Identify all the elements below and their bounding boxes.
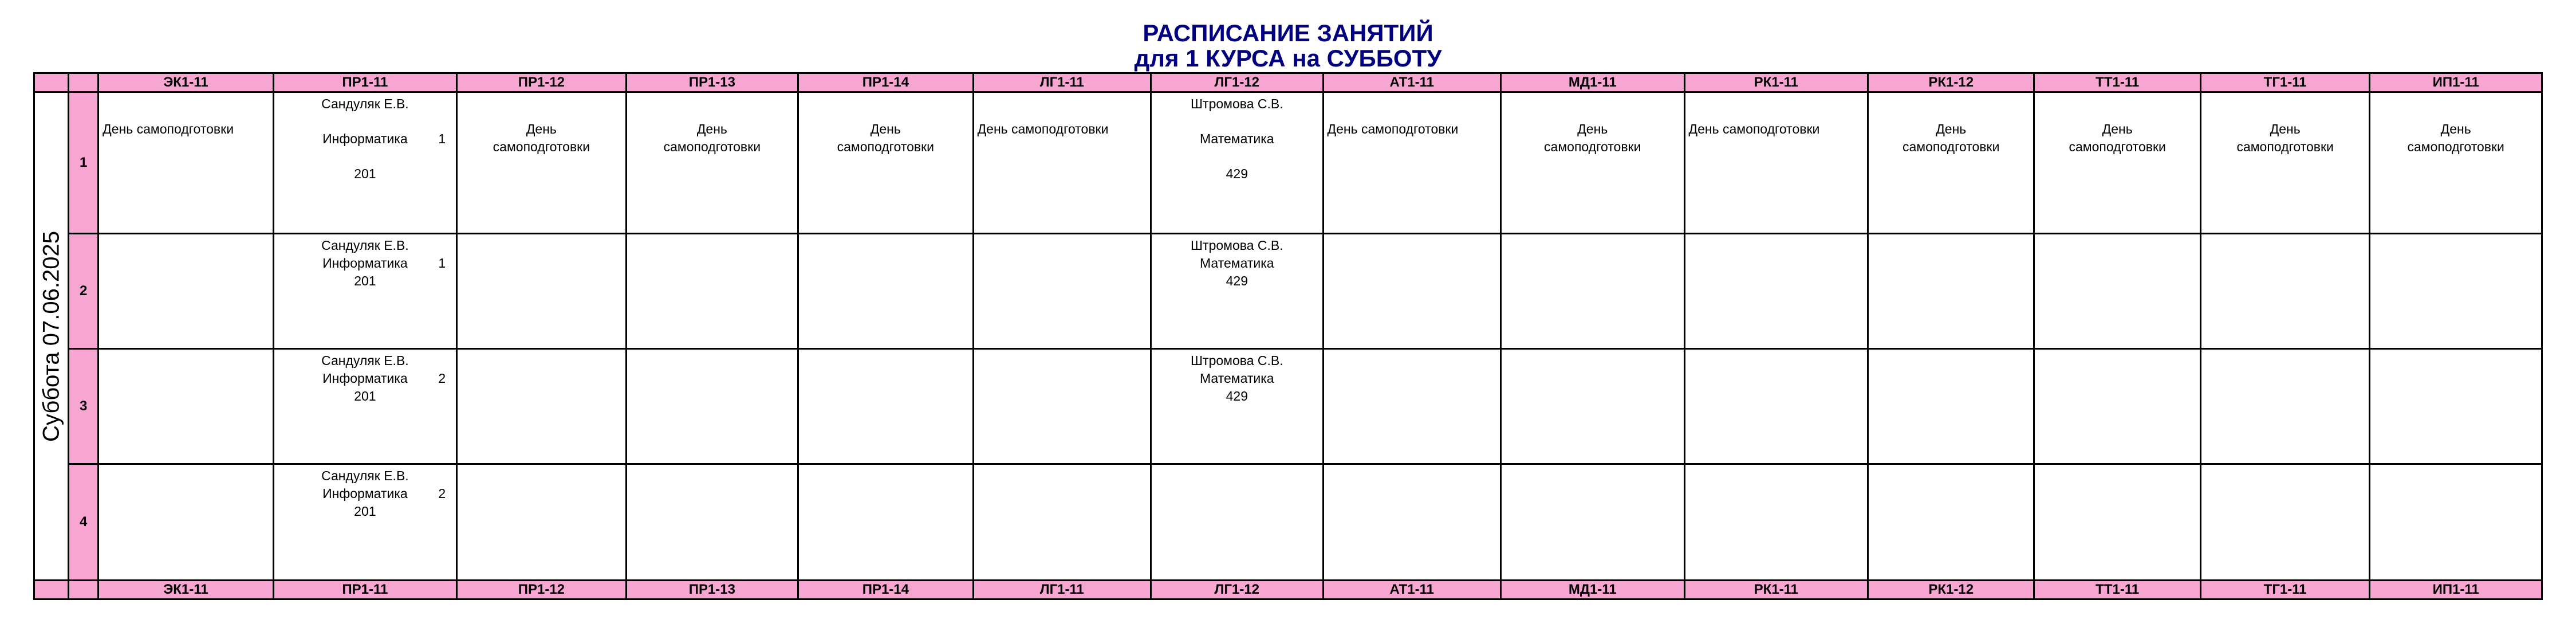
header-corner xyxy=(69,581,99,599)
group-header: ПР1-13 xyxy=(626,581,798,599)
lesson-cell xyxy=(1684,464,1868,581)
lesson-cell xyxy=(457,349,626,464)
page-subtitle: для 1 КУРСА на СУББОТУ xyxy=(1134,45,1442,72)
lesson-cell xyxy=(273,464,457,581)
lesson-cell xyxy=(626,234,798,349)
header-row-bottom xyxy=(34,581,2542,599)
lesson-cell xyxy=(99,234,273,349)
lesson-row xyxy=(34,464,2542,581)
group-header: ЭК1-11 xyxy=(99,581,273,599)
group-header: ИП1-11 xyxy=(2370,73,2542,92)
self-study-text: День самоподготовки xyxy=(103,121,234,136)
lesson-cell xyxy=(2034,464,2200,581)
lesson-cell xyxy=(2034,349,2200,464)
hours-count: 1 xyxy=(438,256,446,271)
lesson-cell xyxy=(973,464,1151,581)
lesson-cell xyxy=(1501,234,1685,349)
group-header: ПР1-11 xyxy=(273,581,457,599)
group-header: РК1-12 xyxy=(1868,73,2034,92)
lesson-number: 4 xyxy=(69,464,99,581)
group-header: АТ1-11 xyxy=(1323,581,1500,599)
header-corner xyxy=(34,73,69,92)
teacher-name: Сандуляк Е.В. xyxy=(321,96,409,111)
group-header: РК1-11 xyxy=(1684,581,1868,599)
group-header: ИП1-11 xyxy=(2370,581,2542,599)
self-study-text: самоподготовки xyxy=(663,139,761,154)
self-study-text: День xyxy=(870,121,901,136)
lesson-cell xyxy=(1868,234,2034,349)
group-header: ПР1-14 xyxy=(798,581,973,599)
lesson-cell xyxy=(973,349,1151,464)
group-header: ПР1-12 xyxy=(457,581,626,599)
group-header: ПР1-12 xyxy=(457,73,626,92)
lesson-cell xyxy=(626,464,798,581)
teacher-name: Сандуляк Е.В. xyxy=(321,468,409,483)
header-row-top xyxy=(34,73,2542,92)
group-header: МД1-11 xyxy=(1501,73,1685,92)
lesson-cell xyxy=(1684,234,1868,349)
lesson-cell xyxy=(626,349,798,464)
lesson-cell xyxy=(798,349,973,464)
self-study-text: самоподготовки xyxy=(2236,139,2334,154)
self-study-text: самоподготовки xyxy=(837,139,935,154)
group-header: ТТ1-11 xyxy=(2034,73,2200,92)
room-number: 201 xyxy=(354,389,376,403)
group-header: РК1-11 xyxy=(1684,73,1868,92)
group-header: ЛГ1-12 xyxy=(1151,581,1323,599)
lesson-cell xyxy=(1501,92,1685,234)
lesson-cell xyxy=(798,234,973,349)
lesson-cell xyxy=(2200,464,2369,581)
lesson-cell xyxy=(2034,92,2200,234)
group-header: ПР1-14 xyxy=(798,73,973,92)
group-header: РК1-12 xyxy=(1868,581,2034,599)
group-header: ЛГ1-12 xyxy=(1151,73,1323,92)
teacher-name: Штромова С.В. xyxy=(1190,238,1283,253)
header-corner xyxy=(69,73,99,92)
lesson-cell xyxy=(2370,92,2542,234)
group-header: ПР1-13 xyxy=(626,73,798,92)
group-header: ТГ1-11 xyxy=(2200,581,2369,599)
lesson-row xyxy=(34,92,2542,234)
teacher-name: Штромова С.В. xyxy=(1190,353,1283,368)
lesson-cell xyxy=(1323,234,1500,349)
lesson-cell xyxy=(457,234,626,349)
lesson-cell xyxy=(99,92,273,234)
lesson-cell xyxy=(2200,92,2369,234)
lesson-cell xyxy=(273,234,457,349)
self-study-text: День xyxy=(2102,121,2133,136)
hours-count: 2 xyxy=(438,486,446,501)
lesson-cell xyxy=(1868,92,2034,234)
lesson-cell xyxy=(1323,92,1500,234)
header-corner xyxy=(34,581,69,599)
self-study-text: День xyxy=(1936,121,1967,136)
self-study-text: День xyxy=(696,121,727,136)
teacher-name: Сандуляк Е.В. xyxy=(321,353,409,368)
lesson-cell xyxy=(1323,349,1500,464)
lesson-cell xyxy=(1684,349,1868,464)
lesson-cell xyxy=(1868,349,2034,464)
lesson-cell xyxy=(1323,464,1500,581)
self-study-text: День xyxy=(1577,121,1608,136)
lesson-cell xyxy=(2370,464,2542,581)
group-header: ТГ1-11 xyxy=(2200,73,2369,92)
lesson-cell xyxy=(1151,234,1323,349)
group-header: ЛГ1-11 xyxy=(973,73,1151,92)
lesson-cell xyxy=(1501,349,1685,464)
lesson-row xyxy=(34,234,2542,349)
self-study-text: самоподготовки xyxy=(493,139,590,154)
subject-name: Информатика xyxy=(322,486,408,501)
group-header: ПР1-11 xyxy=(273,73,457,92)
self-study-text: самоподготовки xyxy=(2069,139,2166,154)
subject-name: Информатика xyxy=(322,371,408,386)
lesson-cell xyxy=(457,464,626,581)
lesson-cell xyxy=(1684,92,1868,234)
subject-name: Информатика xyxy=(322,256,408,271)
self-study-text: День самоподготовки xyxy=(1688,121,1820,136)
teacher-name: Сандуляк Е.В. xyxy=(321,238,409,253)
room-number: 201 xyxy=(354,273,376,288)
day-cell xyxy=(34,92,69,581)
hours-count: 1 xyxy=(438,131,446,146)
room-number: 201 xyxy=(354,166,376,181)
self-study-text: День xyxy=(2270,121,2301,136)
subject-name: Математика xyxy=(1199,256,1274,271)
lesson-cell xyxy=(99,464,273,581)
lesson-cell xyxy=(457,92,626,234)
schedule-table xyxy=(33,72,2543,600)
lesson-cell xyxy=(973,92,1151,234)
lesson-cell xyxy=(273,92,457,234)
lesson-cell xyxy=(1151,92,1323,234)
page-title: РАСПИСАНИЕ ЗАНЯТИЙ xyxy=(1143,19,1433,46)
group-header: ТТ1-11 xyxy=(2034,581,2200,599)
lesson-cell xyxy=(2370,349,2542,464)
day-label: Суббота 07.06.2025 xyxy=(38,230,64,442)
lesson-number: 2 xyxy=(69,234,99,349)
lesson-cell xyxy=(626,92,798,234)
lesson-cell xyxy=(798,464,973,581)
group-header: ЭК1-11 xyxy=(99,73,273,92)
lesson-cell xyxy=(973,234,1151,349)
group-header: МД1-11 xyxy=(1501,581,1685,599)
subject-name: Математика xyxy=(1199,131,1274,146)
self-study-text: самоподготовки xyxy=(1903,139,2000,154)
hours-count: 2 xyxy=(438,371,446,386)
group-header: АТ1-11 xyxy=(1323,73,1500,92)
lesson-cell xyxy=(798,92,973,234)
group-header: ЛГ1-11 xyxy=(973,581,1151,599)
lesson-number: 1 xyxy=(69,92,99,234)
self-study-text: самоподготовки xyxy=(2407,139,2504,154)
room-number: 429 xyxy=(1226,273,1248,288)
lesson-cell xyxy=(1151,349,1323,464)
self-study-text: самоподготовки xyxy=(1544,139,1641,154)
lesson-cell xyxy=(99,349,273,464)
self-study-text: День самоподготовки xyxy=(977,121,1109,136)
lesson-row xyxy=(34,349,2542,464)
subject-name: Математика xyxy=(1199,371,1274,386)
lesson-cell xyxy=(1501,464,1685,581)
lesson-number: 3 xyxy=(69,349,99,464)
self-study-text: День xyxy=(2440,121,2471,136)
room-number: 429 xyxy=(1226,166,1248,181)
room-number: 201 xyxy=(354,504,376,519)
lesson-cell xyxy=(2370,234,2542,349)
self-study-text: День самоподготовки xyxy=(1327,121,1459,136)
teacher-name: Штромова С.В. xyxy=(1190,96,1283,111)
subject-name: Информатика xyxy=(322,131,408,146)
lesson-cell xyxy=(1868,464,2034,581)
lesson-cell xyxy=(2200,234,2369,349)
lesson-cell xyxy=(2034,234,2200,349)
lesson-cell xyxy=(2200,349,2369,464)
self-study-text: День xyxy=(526,121,557,136)
lesson-cell xyxy=(1151,464,1323,581)
lesson-cell xyxy=(273,349,457,464)
room-number: 429 xyxy=(1226,389,1248,403)
